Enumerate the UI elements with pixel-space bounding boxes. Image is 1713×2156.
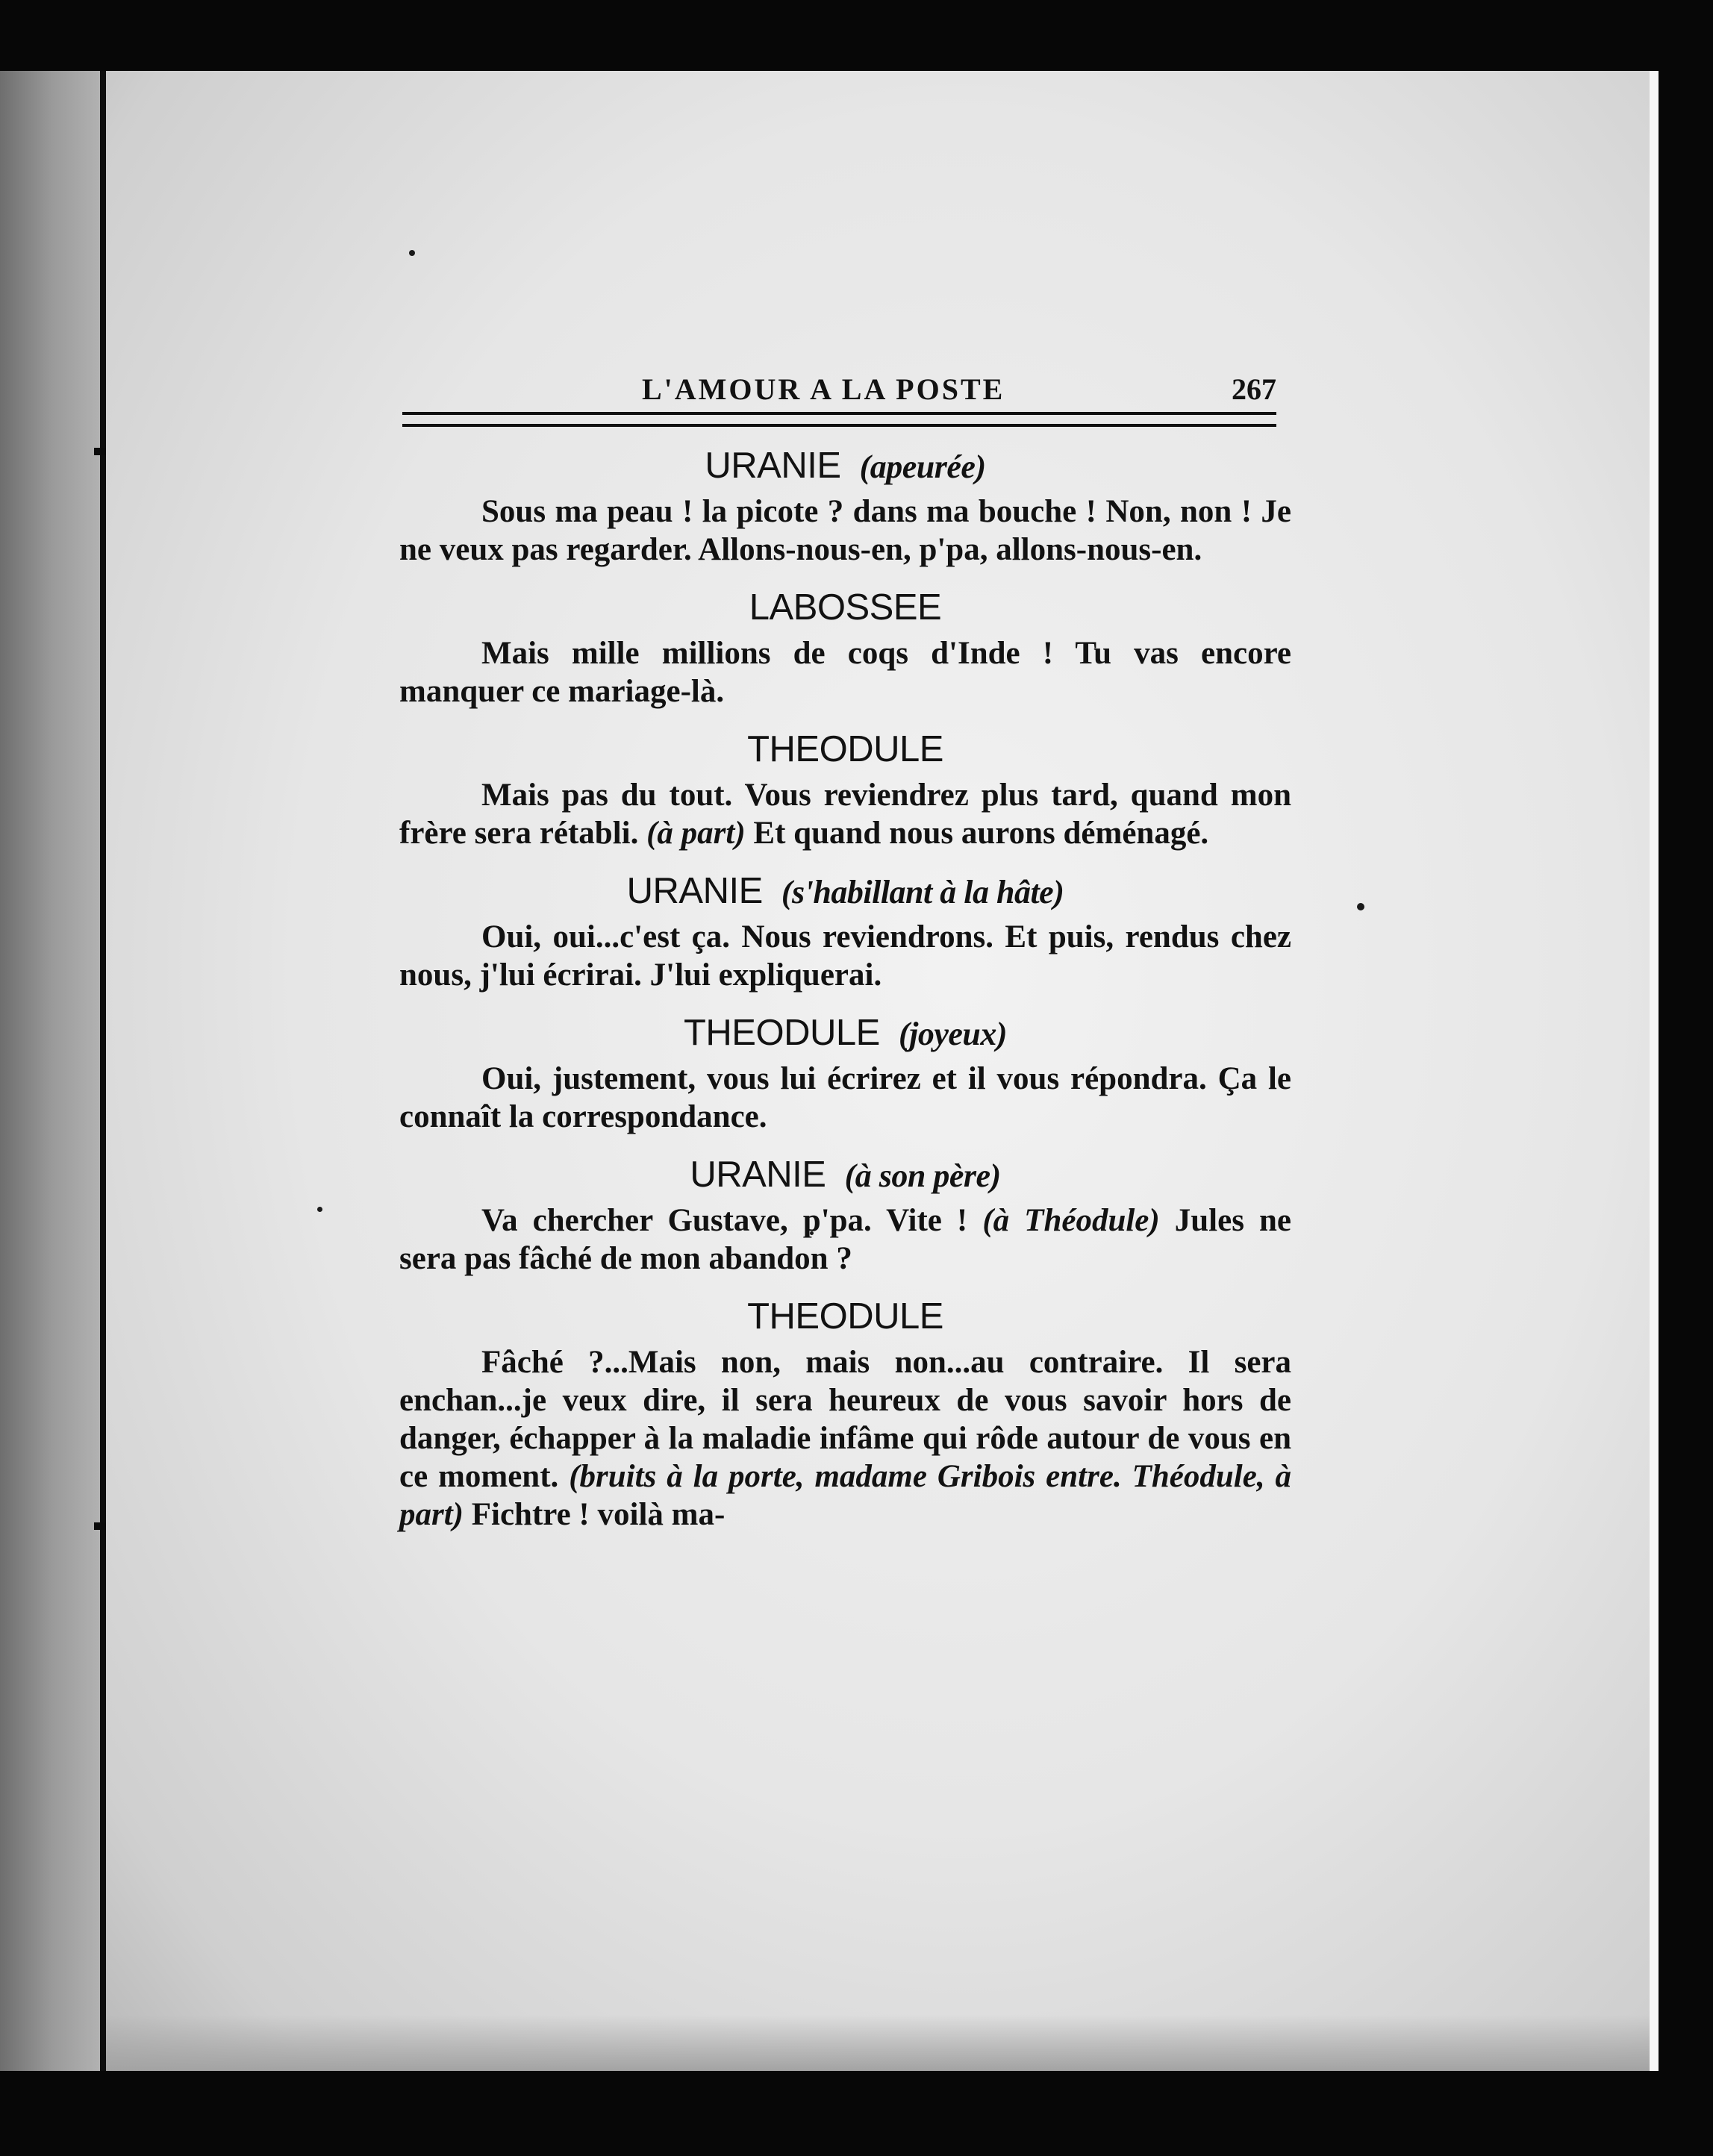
speaker-name: THEODULE <box>747 1296 943 1337</box>
header-double-rule <box>402 412 1276 427</box>
running-title: L'AMOUR A LA POSTE <box>642 372 1005 406</box>
speaker-name: URANIE <box>626 871 763 911</box>
inline-stage-direction: (à Théodule) <box>982 1203 1160 1238</box>
scan-speck <box>1357 903 1364 910</box>
speaker-heading <box>399 728 1291 770</box>
page-number: 267 <box>1232 372 1276 406</box>
speech: Mais mille millions de coqs d'Inde ! Tu vas encore manquer ce mariage-là. <box>399 636 1291 709</box>
speech-text: Va chercher Gustave, p'pa. Vite ! <box>481 1203 983 1238</box>
speech-text: Et quand nous aurons déménagé. <box>745 816 1209 851</box>
speaker-name: LABOSSEE <box>749 587 942 628</box>
speech: Oui, justement, vous lui écrirez et il vous répondra. Ça le connaît la correspondance. <box>399 1061 1291 1134</box>
speech-text: Mais pas du tout. Vous reviendrez plus tard, quand mon frère sera rétabli. <box>399 778 1291 851</box>
stage-direction: (à son père) <box>844 1157 1001 1194</box>
inline-stage-direction: (bruits à la porte, madame Gribois entre. Théodule, à part) <box>399 1459 1291 1532</box>
speaker-name: THEODULE <box>683 1013 880 1053</box>
stage-direction: (s'habillant à la hâte) <box>781 874 1064 910</box>
speech: Oui, oui...c'est ça. Nous reviendrons. Et puis, rendus chez nous, j'lui écrirai. J'lui expliquerai. <box>399 919 1291 993</box>
inline-stage-direction: (à part) <box>646 816 746 851</box>
speaker-heading <box>399 870 1291 912</box>
scan-speck <box>409 250 415 256</box>
binding-edge <box>100 71 106 2071</box>
speaker-name: URANIE <box>705 446 841 486</box>
speech-text: Fichtre ! voilà ma- <box>464 1497 726 1532</box>
speech-text: Fâché ?...Mais non, mais non...au contraire. Il sera enchan...je veux dire, il sera heureux de vous savoir hors de danger, échapper à la maladie infâme qui rôde autour de vous en ce moment. <box>399 1345 1291 1494</box>
page-text <box>399 358 1291 1537</box>
speech: Sous ma peau ! la picote ? dans ma bouche ! Non, non ! Je ne veux pas regarder. Allons-nous-en, p'pa, allons-nous-en. <box>399 494 1291 567</box>
speech <box>399 776 1291 852</box>
speaker-heading <box>399 1296 1291 1337</box>
page-bottom-shadow <box>106 2015 1653 2071</box>
speaker-name: THEODULE <box>747 729 943 769</box>
speech-text: Jules ne sera pas fâché de mon abandon ? <box>399 1203 1291 1276</box>
stage-direction: (joyeux) <box>898 1016 1007 1052</box>
speaker-heading <box>399 445 1291 487</box>
running-head <box>399 358 1291 404</box>
speaker-heading <box>399 1154 1291 1196</box>
speaker-name: URANIE <box>690 1154 826 1195</box>
stage-direction: (apeurée) <box>859 449 986 485</box>
scan-speck <box>317 1207 322 1212</box>
page-right-edge <box>1650 71 1659 2071</box>
scan-gutter <box>0 71 104 2071</box>
speech <box>399 1343 1291 1534</box>
speech <box>399 1202 1291 1278</box>
speaker-heading <box>399 587 1291 628</box>
speaker-heading <box>399 1012 1291 1054</box>
